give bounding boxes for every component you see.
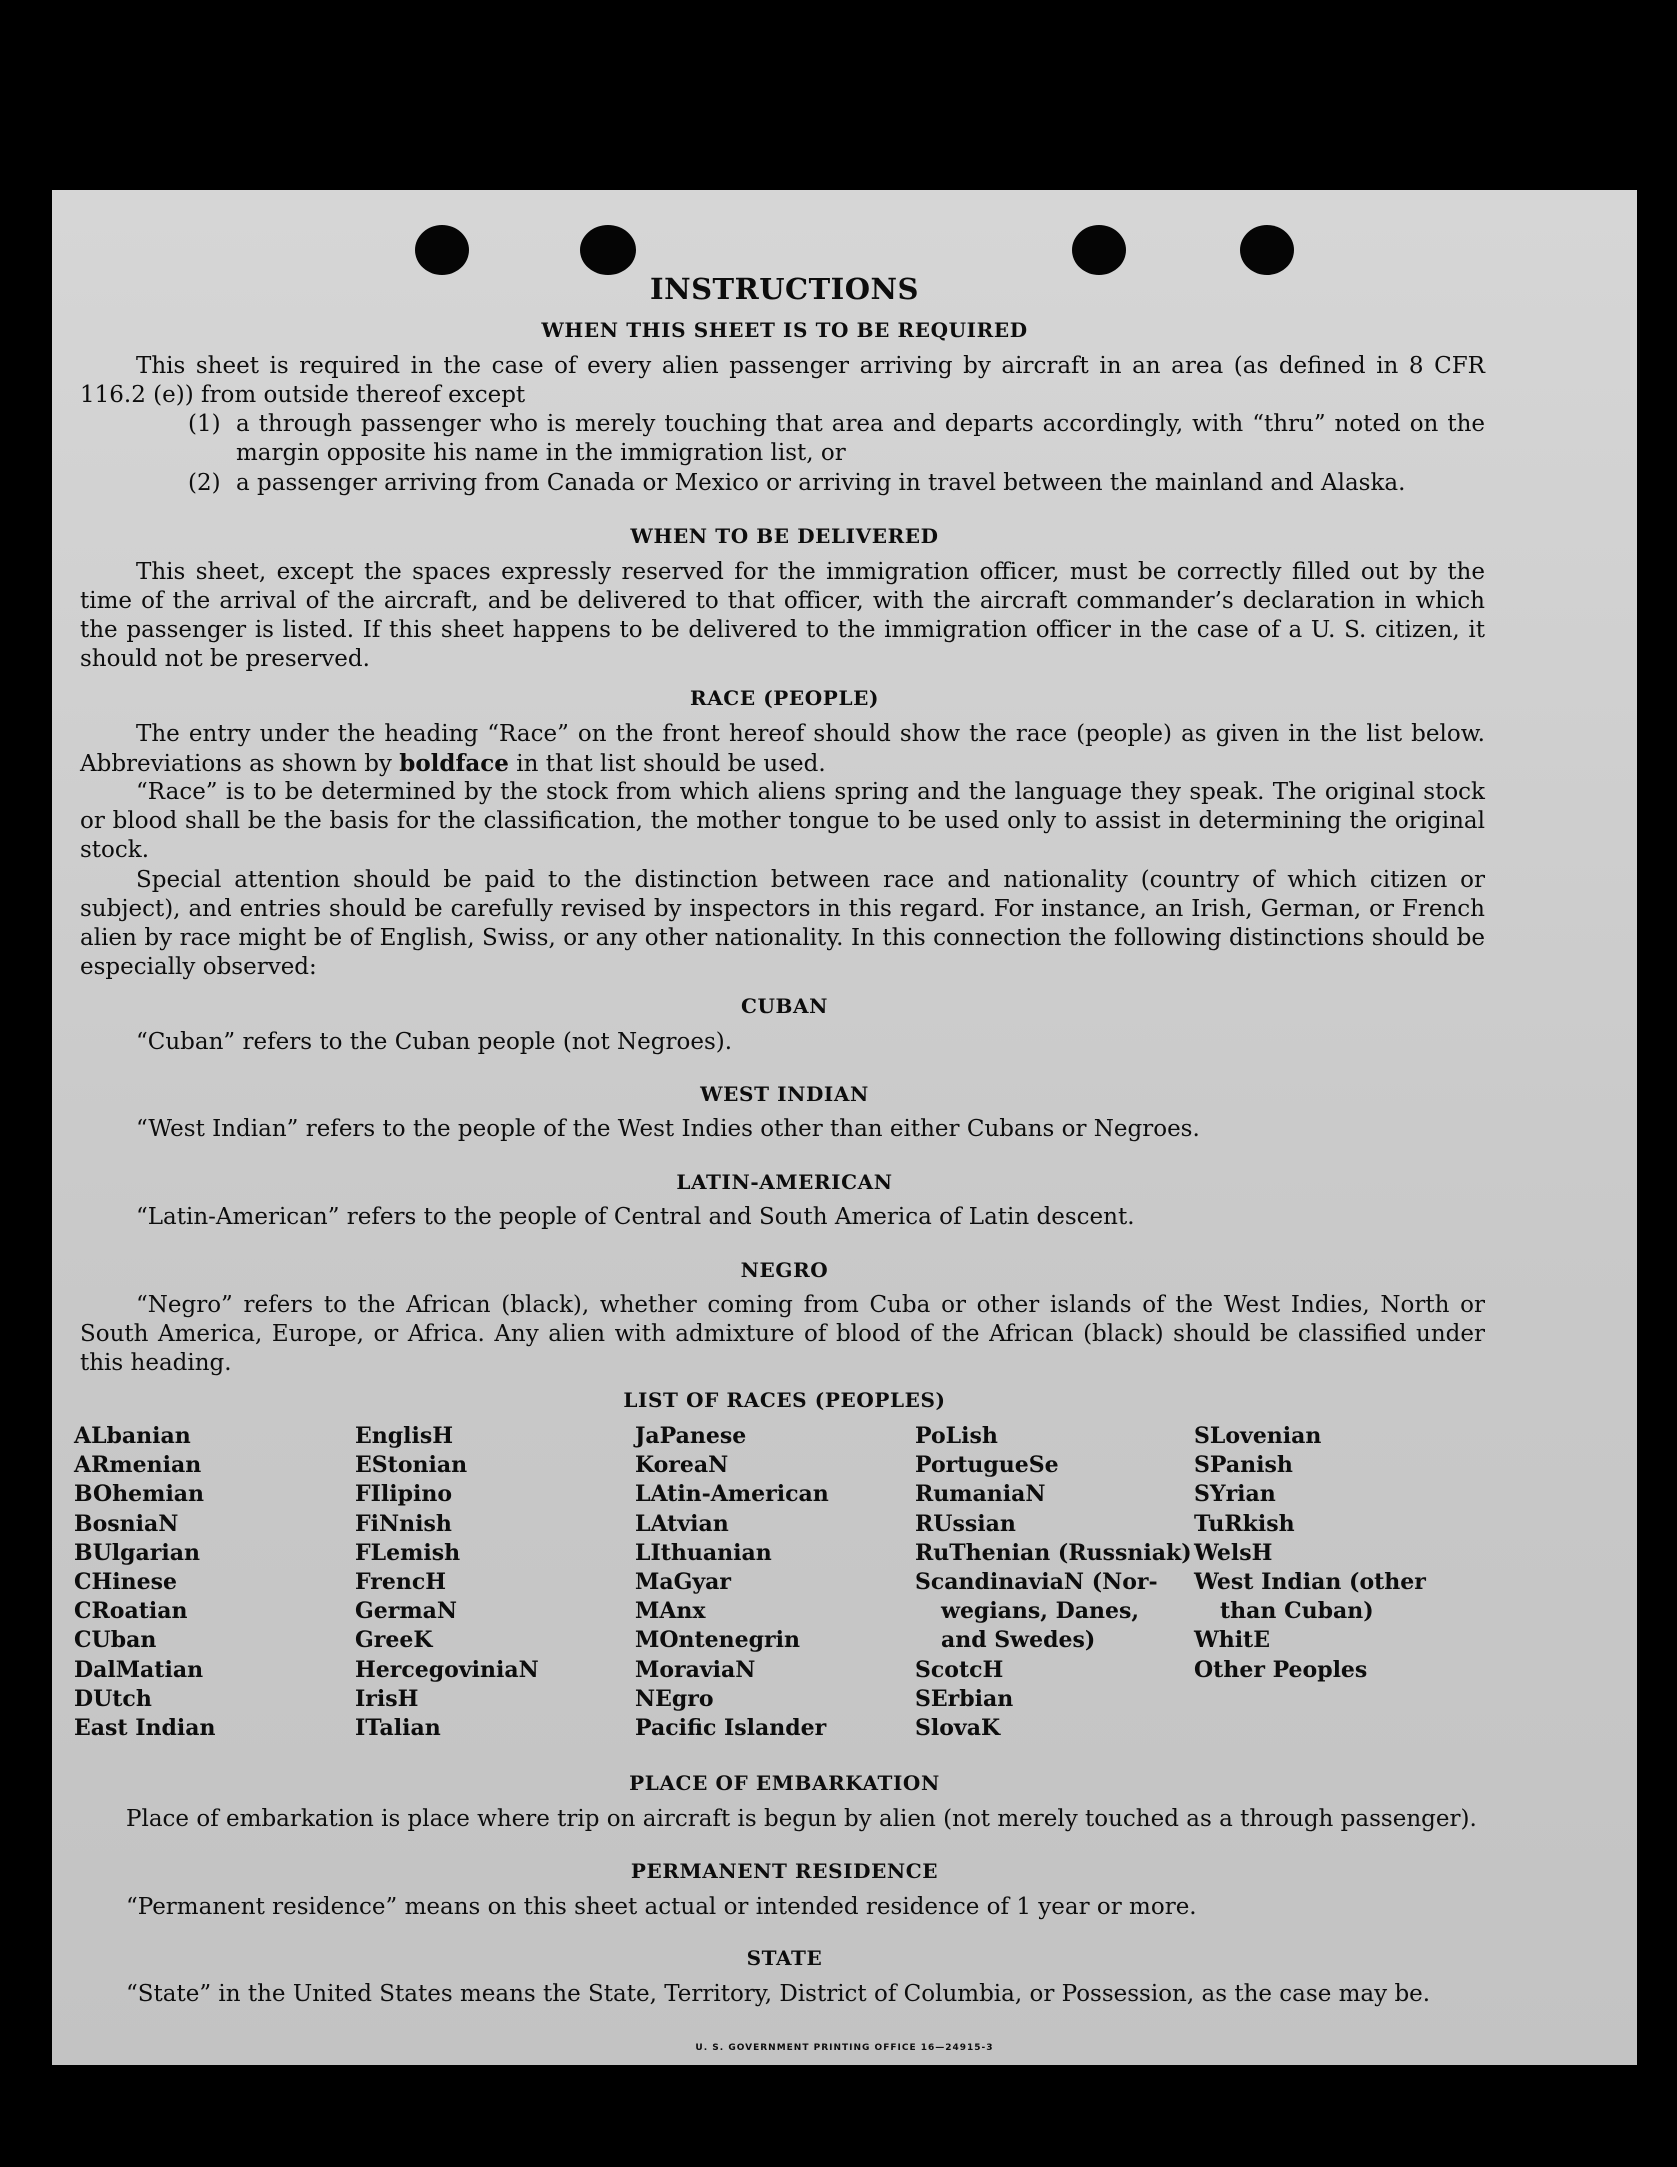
race-list-item: WhitE — [1194, 1627, 1270, 1654]
punch-hole — [415, 225, 469, 275]
race-list-item: CUban — [74, 1627, 157, 1654]
heading-when-delivered: WHEN TO BE DELIVERED — [630, 524, 939, 548]
race-paragraph-2: “Race” is to be determined by the stock from which aliens spring and the language they speak. The original stock or blood shall be the basis for the classification, the mother tongue to be used only to assist in determining the original stock. — [80, 779, 1485, 863]
race-list-item: ITalian — [355, 1714, 441, 1741]
race-list-item: SYrian — [1194, 1481, 1276, 1508]
race-list-item: IrisH — [355, 1685, 419, 1712]
punch-hole — [1072, 225, 1126, 275]
race-list-item: SlovaK — [915, 1714, 1001, 1741]
race-list-item: NEgro — [635, 1685, 714, 1712]
embarkation-body: Place of embarkation is place where trip on aircraft is begun by alien (not merely touched as a through passenger). — [126, 1806, 1477, 1832]
punch-hole — [1240, 225, 1294, 275]
negro-body: “Negro” refers to the African (black), whether coming from Cuba or other islands of the West Indies, North or South America, Europe, or Africa. Any alien with admixture of blood of the African (black) should be classified under this heading. — [80, 1292, 1485, 1376]
race-list-item: GermaN — [355, 1598, 458, 1625]
heading-embarkation: PLACE OF EMBARKATION — [629, 1771, 940, 1795]
latin-american-body: “Latin-American” refers to the people of Central and South America of Latin descent. — [136, 1204, 1135, 1230]
race-paragraph-1: The entry under the heading “Race” on the front hereof should show the race (people) as given in the list below. Abbreviations as shown by boldface in that list should be used. — [80, 721, 1485, 777]
exception-item-1 — [188, 410, 1485, 470]
race-list-item: SLovenian — [1194, 1423, 1322, 1449]
race-list-item: BOhemian — [74, 1481, 205, 1508]
heading-when-required: WHEN THIS SHEET IS TO BE REQUIRED — [541, 318, 1028, 342]
west-indian-body: “West Indian” refers to the people of the West Indies other than either Cubans or Negroes. — [136, 1116, 1200, 1142]
race-list-item: wegians, Danes, — [941, 1598, 1139, 1625]
race-list-item: FIlipino — [355, 1481, 453, 1508]
item-text: a passenger arriving from Canada or Mexico or arriving in travel between the mainland and Alaska. — [236, 470, 1406, 496]
heading-list-of-races: LIST OF RACES (PEOPLES) — [623, 1388, 946, 1412]
race-list-item: ALbanian — [74, 1423, 191, 1449]
race-list-item: East Indian — [74, 1714, 216, 1741]
race-list-item: MAnx — [635, 1598, 706, 1625]
race-list-item: FiNnish — [355, 1510, 452, 1537]
race-column-5 — [1194, 1422, 1426, 1685]
race-list-item: WelsH — [1194, 1539, 1273, 1566]
race-paragraph-3: Special attention should be paid to the distinction between race and nationality (country of which citizen or subject), and entries should be carefully revised by inspectors in this regard. For instance, an Irish, German, or French alien by race might be of English, Swiss, or any other nationality. In this connection the following distinctions should be especially observed: — [80, 867, 1485, 980]
race-list-item: Pacific Islander — [635, 1714, 827, 1741]
race-column-2 — [355, 1422, 539, 1743]
heading-race: RACE (PEOPLE) — [689, 686, 880, 710]
item-number: (2) — [188, 470, 221, 496]
permanent-residence-body: “Permanent residence” means on this sheet actual or intended residence of 1 year or more. — [126, 1894, 1197, 1920]
race-list-item: ARmenian — [74, 1452, 202, 1479]
when-required-body: This sheet is required in the case of every alien passenger arriving by aircraft in an area (as defined in 8 CFR 116.2 (e)) from outside thereof except — [80, 353, 1485, 408]
exception-item-2 — [188, 469, 1485, 499]
race-list-item: LAtin-American — [635, 1481, 829, 1508]
race-list-item: PoLish — [915, 1423, 998, 1449]
race-list-item: and Swedes) — [941, 1627, 1096, 1654]
race-list-item: SPanish — [1194, 1452, 1293, 1479]
race-list-item: LIthuanian — [635, 1539, 772, 1566]
race-column-1 — [74, 1422, 216, 1743]
race-list — [22, 1422, 1512, 1742]
race-list-item: DUtch — [74, 1685, 152, 1712]
race-list-item: LAtvian — [635, 1510, 729, 1537]
race-list-item: West Indian (other — [1194, 1568, 1426, 1595]
race-list-item: JaPanese — [635, 1423, 747, 1449]
race-list-item: MOntenegrin — [635, 1627, 800, 1654]
race-list-item: ScandinaviaN (Nor- — [915, 1568, 1158, 1595]
heading-permanent-residence: PERMANENT RESIDENCE — [630, 1859, 939, 1883]
heading-negro: NEGRO — [740, 1258, 829, 1282]
race-list-item: FrencH — [355, 1568, 446, 1595]
race-list-item: RuThenian (Russniak) — [915, 1539, 1192, 1566]
race-list-item: ScotcH — [915, 1656, 1004, 1683]
state-body: “State” in the United States means the State, Territory, District of Columbia, or Possession, as the case may be. — [126, 1981, 1431, 2007]
race-column-3 — [635, 1422, 829, 1743]
race-list-item: than Cuban) — [1220, 1598, 1374, 1625]
race-list-item: RumaniaN — [915, 1481, 1046, 1508]
page-title: INSTRUCTIONS — [650, 272, 919, 306]
heading-latin-american: LATIN-AMERICAN — [676, 1170, 893, 1194]
race-list-item: TuRkish — [1194, 1510, 1295, 1537]
race-list-item: FLemish — [355, 1539, 461, 1566]
item-text: a through passenger who is merely touching that area and departs accordingly, with “thru” noted on the margin opposite his name in the immigration list, or — [236, 411, 1485, 466]
when-delivered-body: This sheet, except the spaces expressly reserved for the immigration officer, must be correctly filled out by the time of the arrival of the aircraft, and be delivered to that officer, with the aircraft commander’s declaration in which the passenger is listed. If this sheet happens to be delivered to the immigration officer in the case of a U. S. citizen, it should not be preserved. — [80, 559, 1485, 672]
cuban-body: “Cuban” refers to the Cuban people (not Negroes). — [136, 1029, 733, 1055]
heading-cuban: CUBAN — [740, 994, 829, 1018]
race-list-item: CHinese — [74, 1568, 178, 1595]
race-list-item: RUssian — [915, 1510, 1016, 1537]
race-list-item: HercegoviniaN — [355, 1656, 539, 1683]
race-list-item: GreeK — [355, 1627, 433, 1654]
race-list-item: KoreaN — [635, 1452, 729, 1479]
race-list-item: PortugueSe — [915, 1452, 1059, 1479]
race-list-item: MaGyar — [635, 1568, 732, 1595]
race-list-item: EnglisH — [355, 1423, 454, 1449]
race-list-item: SErbian — [915, 1685, 1014, 1712]
race-list-item: Other Peoples — [1194, 1656, 1368, 1683]
boldface-word: boldface — [399, 750, 509, 777]
race-list-item: EStonian — [355, 1452, 468, 1479]
heading-west-indian: WEST INDIAN — [700, 1082, 869, 1106]
race-list-item: MoraviaN — [635, 1656, 756, 1683]
item-number: (1) — [188, 411, 221, 437]
punch-hole — [580, 225, 636, 275]
race-list-item: BUlgarian — [74, 1539, 200, 1566]
race-list-item: DalMatian — [74, 1656, 204, 1683]
race-list-item: CRoatian — [74, 1598, 188, 1625]
printing-office-footer: U. S. GOVERNMENT PRINTING OFFICE 16—24915-3 — [695, 2043, 994, 2053]
race-column-4 — [915, 1422, 1192, 1743]
race-list-item: BosniaN — [74, 1510, 179, 1537]
heading-state: STATE — [746, 1946, 823, 1970]
